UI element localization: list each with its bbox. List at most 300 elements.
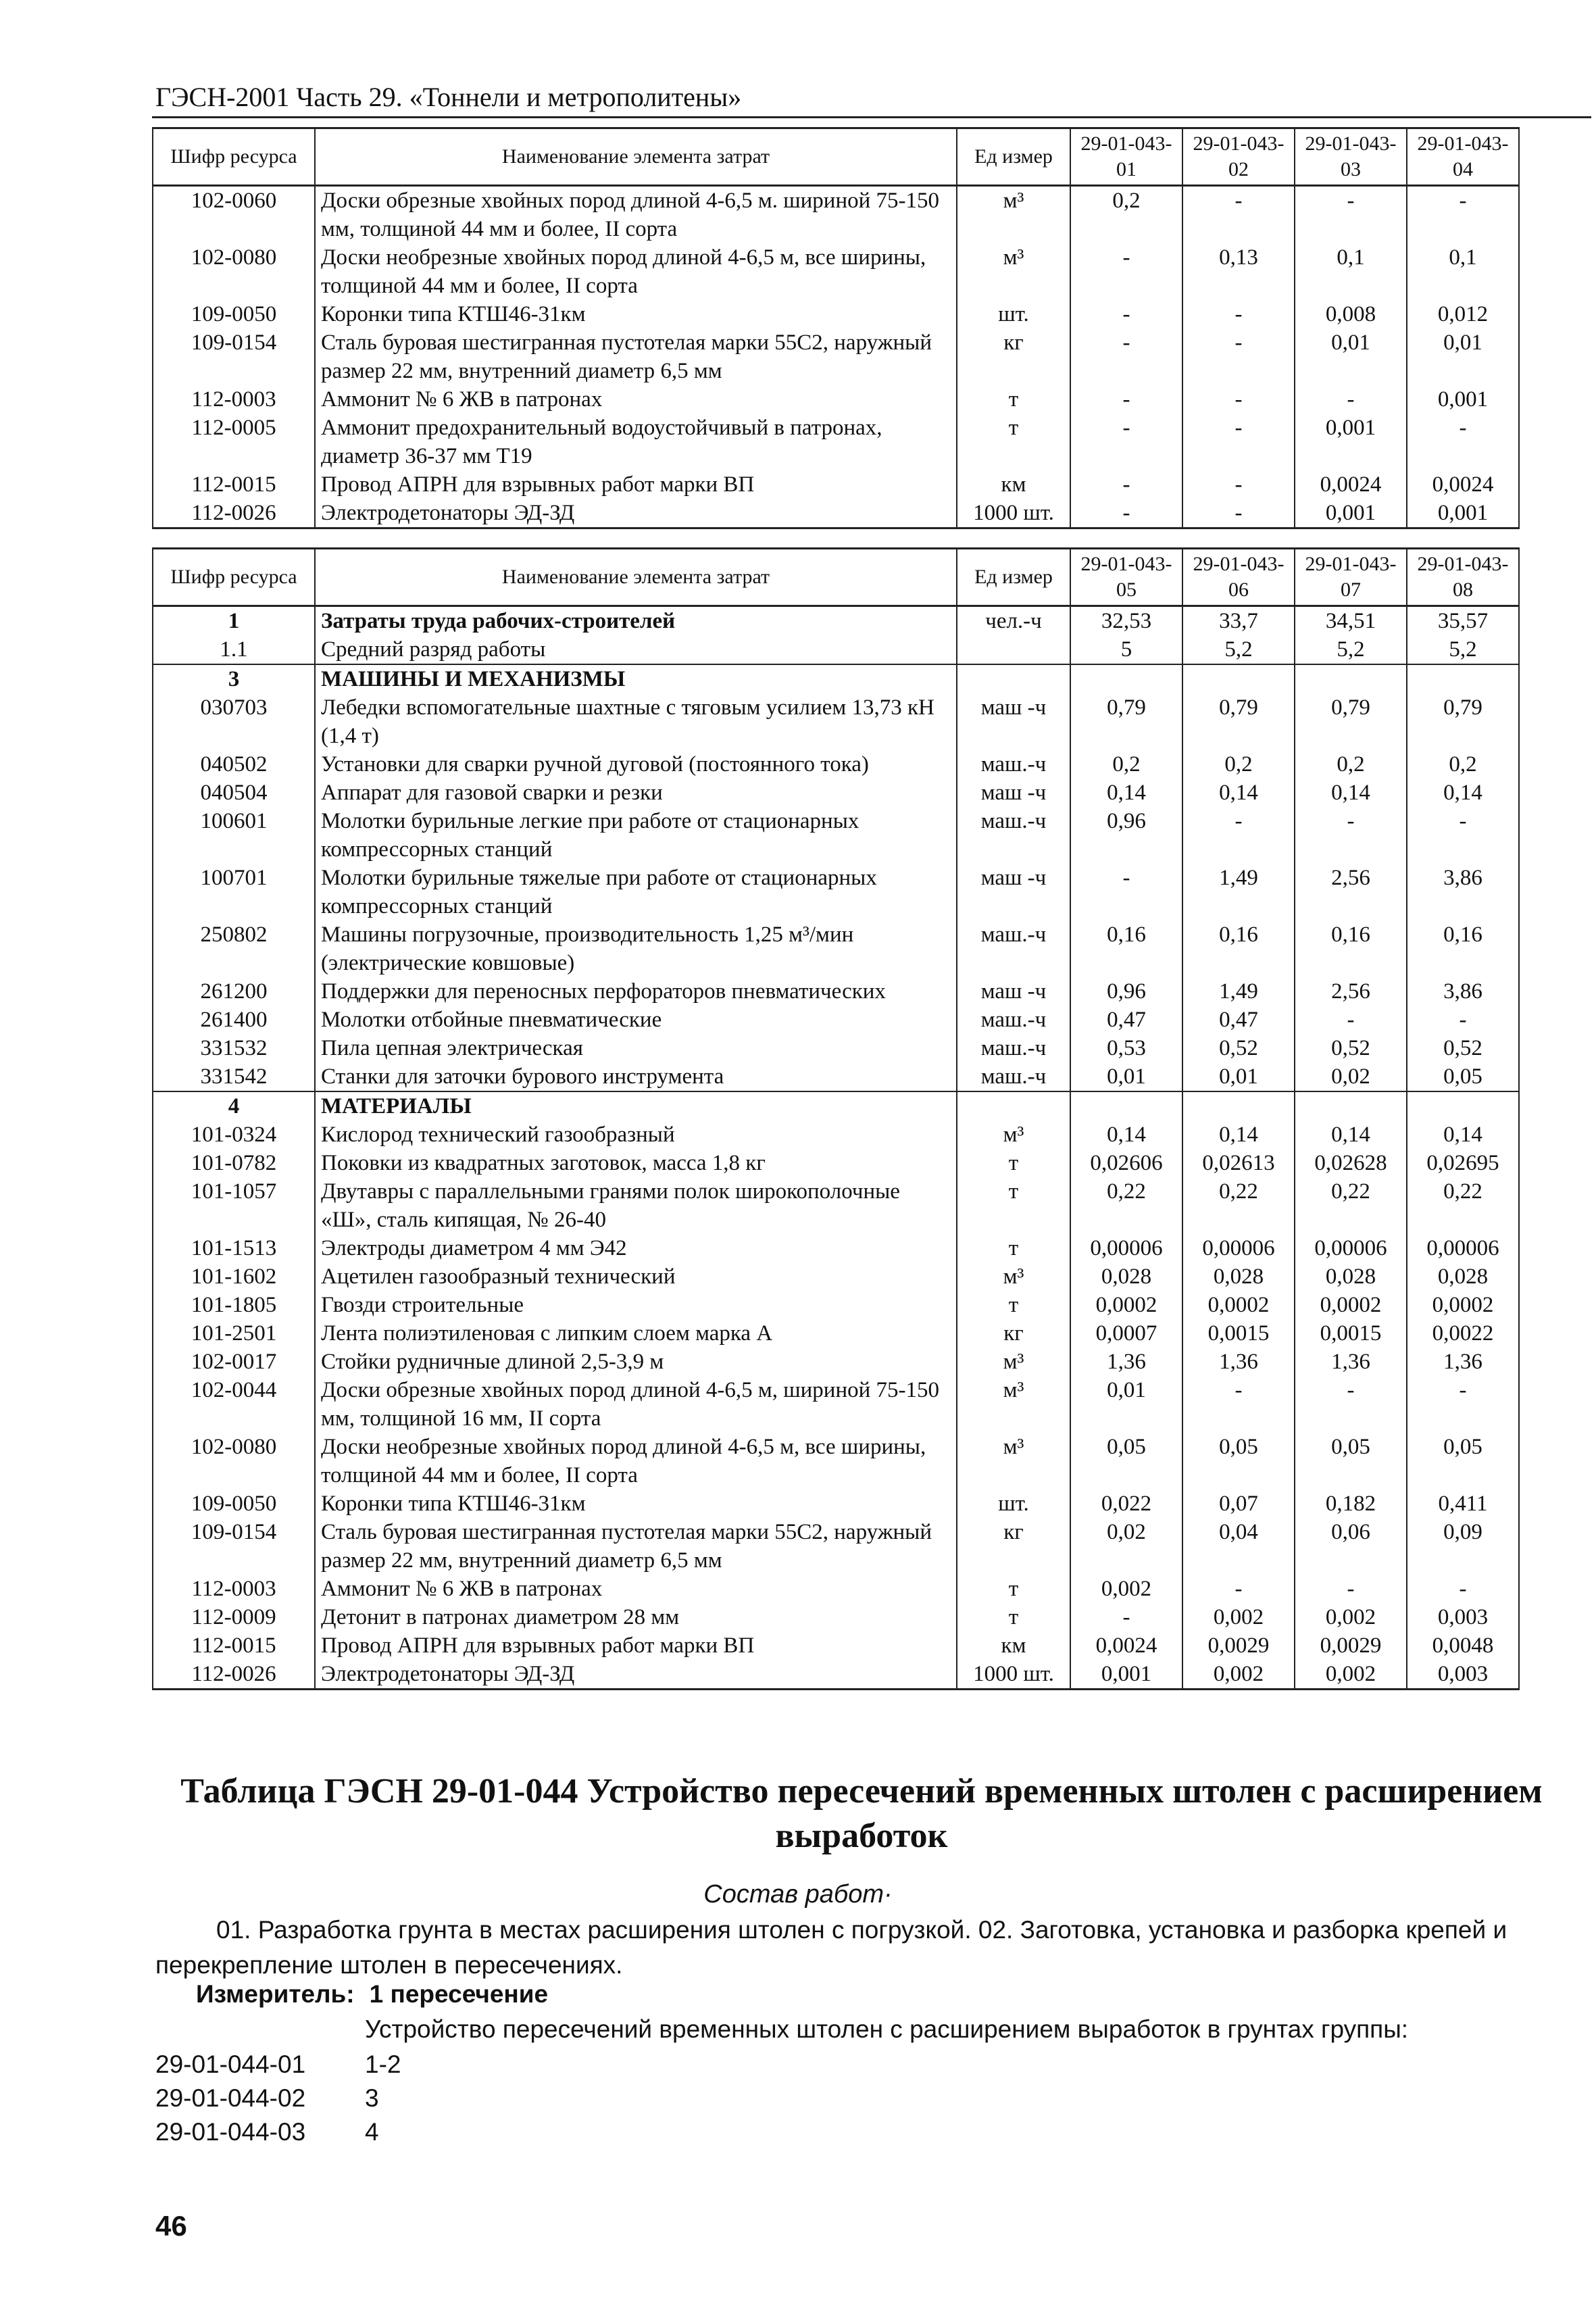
cell-v4: 0,0024 [1407,470,1519,499]
cell-v3: 0,2 [1295,750,1407,779]
cell-name: Аммонит предохранительный водоустойчивый в патронах, диаметр 36-37 мм Т19 [315,414,957,470]
cell-v1: 0,0002 [1070,1291,1182,1319]
works-heading: Состав работ· [703,1880,893,1909]
norm-code: 29-01-044-02 [155,2084,306,2112]
cell-name: Доски обрезные хвойных пород длиной 4-6,5 м, шириной 75-150 мм, толщиной 16 мм, II сорта [315,1376,957,1433]
cell-unit [957,1091,1070,1121]
cell-v4: 0,14 [1407,1121,1519,1149]
cell-v4: 0,2 [1407,750,1519,779]
cell-code: 101-2501 [153,1319,315,1348]
cell-unit: м³ [957,1262,1070,1291]
cell-v2 [1182,664,1295,693]
table-row [153,1234,1519,1262]
resource-table-043-01-04 [152,127,1520,529]
cell-code: 101-1057 [153,1177,315,1234]
cell-v1: 0,22 [1070,1177,1182,1234]
cell-v4: 35,57 [1407,606,1519,636]
table-row [153,864,1519,920]
cell-unit [957,635,1070,664]
cell-v2: - [1182,807,1295,864]
cell-v3: - [1295,1376,1407,1433]
cell-name: Аммонит № 6 ЖВ в патронах [315,385,957,414]
cell-name: Электродетонаторы ЭД-ЗД [315,499,957,528]
table-header-row [153,128,1519,186]
cell-v1: - [1070,414,1182,470]
header-cell-code: Шифр ресурса [153,128,315,186]
cell-v2: 0,002 [1182,1660,1295,1690]
cell-unit: маш.-ч [957,920,1070,977]
cell-name: Детонит в патронах диаметром 28 мм [315,1603,957,1631]
cell-v4: - [1407,1575,1519,1603]
table-row [153,186,1519,244]
table-row [153,807,1519,864]
cell-code: 101-1805 [153,1291,315,1319]
cell-unit: м³ [957,1376,1070,1433]
table-row [153,693,1519,750]
header-cell-norm: 29-01-043-06 [1182,549,1295,606]
cell-code: 112-0015 [153,470,315,499]
cell-v3: 0,008 [1295,300,1407,328]
cell-v2: - [1182,186,1295,244]
cell-v2: - [1182,328,1295,385]
cell-code: 112-0003 [153,385,315,414]
cell-unit: кг [957,328,1070,385]
cell-code: 112-0009 [153,1603,315,1631]
cell-v4: 0,52 [1407,1034,1519,1062]
cell-name: Пила цепная электрическая [315,1034,957,1062]
meter-line [196,1980,548,2009]
section-row [153,606,1519,636]
table-row [153,1149,1519,1177]
table-row [153,243,1519,300]
cell-unit: т [957,1177,1070,1234]
cell-v4: 0,028 [1407,1262,1519,1291]
cell-code: 112-0026 [153,1660,315,1690]
cell-v2: 0,04 [1182,1518,1295,1575]
cell-v3: 0,0024 [1295,470,1407,499]
cell-v3: 0,02 [1295,1062,1407,1091]
table-row [153,1348,1519,1376]
cell-v3: 0,14 [1295,779,1407,807]
header-cell-norm: 29-01-043-03 [1295,128,1407,186]
table-row [153,1490,1519,1518]
norm-group: 4 [365,2118,379,2146]
cell-v3: 34,51 [1295,606,1407,636]
cell-v4: - [1407,807,1519,864]
cell-unit: маш -ч [957,779,1070,807]
cell-code: 102-0080 [153,1433,315,1490]
cell-v3: 0,06 [1295,1518,1407,1575]
cell-code: 102-0060 [153,186,315,244]
cell-v3: 0,0015 [1295,1319,1407,1348]
cell-code: 109-0154 [153,1518,315,1575]
table-row [153,385,1519,414]
cell-unit: маш.-ч [957,1062,1070,1091]
table-title: Таблица ГЭСН 29-01-044 Устройство пересечений временных штолен с расширением выработок [180,1772,1543,1855]
cell-v2: 0,79 [1182,693,1295,750]
cell-v4: 0,00006 [1407,1234,1519,1262]
cell-v3 [1295,1091,1407,1121]
cell-v3: 0,00006 [1295,1234,1407,1262]
cell-v1: - [1070,328,1182,385]
cell-v3: 0,05 [1295,1433,1407,1490]
cell-v1: 0,96 [1070,977,1182,1006]
cell-v3: - [1295,807,1407,864]
cell-v2: - [1182,300,1295,328]
header-cell-unit: Ед измер [957,128,1070,186]
cell-v1: 0,53 [1070,1034,1182,1062]
cell-v3: - [1295,186,1407,244]
cell-v2: 0,05 [1182,1433,1295,1490]
cell-v3: - [1295,385,1407,414]
cell-v2: 0,2 [1182,750,1295,779]
cell-code: 102-0080 [153,243,315,300]
table-row [153,300,1519,328]
header-cell-norm: 29-01-043-08 [1407,549,1519,606]
table-row [153,1603,1519,1631]
cell-unit: чел.-ч [957,606,1070,636]
cell-unit: т [957,1291,1070,1319]
norm-group: 1-2 [365,2050,401,2078]
cell-v3: 0,16 [1295,920,1407,977]
cell-v1: - [1070,499,1182,528]
cell-unit: м³ [957,1433,1070,1490]
cell-v3: 0,52 [1295,1034,1407,1062]
cell-name: Доски необрезные хвойных пород длиной 4-6,5 м, все ширины, толщиной 44 мм и более, II сорта [315,243,957,300]
cell-v2: 0,028 [1182,1262,1295,1291]
cell-code: 261400 [153,1006,315,1034]
cell-v1: 0,2 [1070,750,1182,779]
cell-v2: 33,7 [1182,606,1295,636]
cell-code: 100701 [153,864,315,920]
table-row [153,1376,1519,1433]
cell-unit: маш -ч [957,693,1070,750]
cell-v4: 0,14 [1407,779,1519,807]
header-cell-norm: 29-01-043-07 [1295,549,1407,606]
table-row [153,1177,1519,1234]
cell-name: Аммонит № 6 ЖВ в патронах [315,1575,957,1603]
cell-name: Станки для заточки бурового инструмента [315,1062,957,1091]
table-row [153,750,1519,779]
cell-name: Двутавры с параллельными гранями полок широкополочные «Ш», сталь кипящая, № 26-40 [315,1177,957,1234]
cell-code: 102-0044 [153,1376,315,1433]
header-cell-norm: 29-01-043-04 [1407,128,1519,186]
table-row [153,635,1519,664]
cell-v1: - [1070,470,1182,499]
table-row [153,1034,1519,1062]
cell-v1: - [1070,864,1182,920]
cell-v2: - [1182,1575,1295,1603]
cell-code: 101-0782 [153,1149,315,1177]
cell-v3: 0,22 [1295,1177,1407,1234]
cell-v2: - [1182,1376,1295,1433]
cell-v4: 0,1 [1407,243,1519,300]
table-row [153,328,1519,385]
cell-v1: - [1070,385,1182,414]
table-row [153,1121,1519,1149]
cell-code: 109-0050 [153,300,315,328]
cell-code: 3 [153,664,315,693]
cell-v1: 0,14 [1070,1121,1182,1149]
cell-unit: т [957,414,1070,470]
table-row [153,1262,1519,1291]
cell-code: 101-0324 [153,1121,315,1149]
cell-unit: т [957,1234,1070,1262]
meter-value: 1 пересечение [369,1980,549,2008]
cell-v3: 1,36 [1295,1348,1407,1376]
cell-name: Провод АПРН для взрывных работ марки ВП [315,470,957,499]
cell-v4: 0,001 [1407,499,1519,528]
cell-unit: маш.-ч [957,1006,1070,1034]
cell-v1: - [1070,300,1182,328]
cell-name: Аппарат для газовой сварки и резки [315,779,957,807]
table-row [153,414,1519,470]
cell-v1: 0,002 [1070,1575,1182,1603]
cell-v1 [1070,1091,1182,1121]
cell-name: Стойки рудничные длиной 2,5-3,9 м [315,1348,957,1376]
cell-v3: 0,001 [1295,414,1407,470]
cell-v4 [1407,1091,1519,1121]
cell-v4: 0,003 [1407,1603,1519,1631]
cell-name: МАТЕРИАЛЫ [315,1091,957,1121]
cell-code: 040502 [153,750,315,779]
cell-v2: 0,02613 [1182,1149,1295,1177]
cell-v4: 0,012 [1407,300,1519,328]
cell-name: Сталь буровая шестигранная пустотелая марки 55С2, наружный размер 22 мм, внутренний диаметр 6,5 мм [315,1518,957,1575]
table-row [153,499,1519,528]
cell-code: 261200 [153,977,315,1006]
table-row [153,779,1519,807]
cell-v4: - [1407,1376,1519,1433]
header-cell-code: Шифр ресурса [153,549,315,606]
cell-v2: - [1182,470,1295,499]
header-cell-norm: 29-01-043-01 [1070,128,1182,186]
table-row [153,1319,1519,1348]
cell-unit: кг [957,1319,1070,1348]
cell-v3: 0,02628 [1295,1149,1407,1177]
cell-v2: 1,36 [1182,1348,1295,1376]
cell-v3: 0,01 [1295,328,1407,385]
norm-row [155,2050,401,2079]
cell-name: Машины погрузочные, производительность 1,25 м³/мин (электрические ковшовые) [315,920,957,977]
table-row [153,1575,1519,1603]
cell-unit: м³ [957,243,1070,300]
cell-unit: маш.-ч [957,1034,1070,1062]
table-row [153,1006,1519,1034]
cell-v1: - [1070,243,1182,300]
cell-v3: 0,001 [1295,499,1407,528]
cell-code: 1 [153,606,315,636]
header-cell-norm: 29-01-043-05 [1070,549,1182,606]
cell-v2: - [1182,414,1295,470]
cell-v4: 0,001 [1407,385,1519,414]
header-cell-name: Наименование элемента затрат [315,128,957,186]
cell-v4: 0,003 [1407,1660,1519,1690]
cell-v1: 0,02 [1070,1518,1182,1575]
cell-code: 112-0005 [153,414,315,470]
cell-name: Кислород технический газообразный [315,1121,957,1149]
cell-unit: маш -ч [957,977,1070,1006]
cell-v4: 3,86 [1407,977,1519,1006]
cell-name: Молотки бурильные тяжелые при работе от стационарных компрессорных станций [315,864,957,920]
cell-v1: 0,0007 [1070,1319,1182,1348]
cell-v2: 0,16 [1182,920,1295,977]
cell-name: Молотки бурильные легкие при работе от стационарных компрессорных станций [315,807,957,864]
cell-v4: 3,86 [1407,864,1519,920]
cell-name: Ацетилен газообразный технический [315,1262,957,1291]
cell-v4: 0,09 [1407,1518,1519,1575]
cell-name: Лебедки вспомогательные шахтные с тяговым усилием 13,73 кН (1,4 т) [315,693,957,750]
cell-v2: 0,0002 [1182,1291,1295,1319]
cell-v2: 0,002 [1182,1603,1295,1631]
cell-v3: 0,79 [1295,693,1407,750]
cell-name: Электродетонаторы ЭД-ЗД [315,1660,957,1690]
meter-label: Измеритель: [196,1980,355,2008]
cell-v4: 5,2 [1407,635,1519,664]
header-cell-unit: Ед измер [957,549,1070,606]
cell-name: Сталь буровая шестигранная пустотелая марки 55С2, наружный размер 22 мм, внутренний диаметр 6,5 мм [315,328,957,385]
cell-v1: 0,001 [1070,1660,1182,1690]
cell-name: МАШИНЫ И МЕХАНИЗМЫ [315,664,957,693]
cell-v1: 0,028 [1070,1262,1182,1291]
header-cell-norm: 29-01-043-02 [1182,128,1295,186]
cell-v4: 0,16 [1407,920,1519,977]
cell-v4: 0,22 [1407,1177,1519,1234]
cell-v4: 0,0048 [1407,1631,1519,1660]
cell-code: 101-1513 [153,1234,315,1262]
cell-code: 112-0026 [153,499,315,528]
cell-unit: т [957,385,1070,414]
cell-unit: т [957,1603,1070,1631]
cell-code: 040504 [153,779,315,807]
cell-name: Поковки из квадратных заготовок, масса 1,8 кг [315,1149,957,1177]
cell-v4: 1,36 [1407,1348,1519,1376]
cell-v3: - [1295,1006,1407,1034]
cell-v1: - [1070,1603,1182,1631]
cell-unit: км [957,1631,1070,1660]
cell-unit: маш.-ч [957,807,1070,864]
cell-v2: 5,2 [1182,635,1295,664]
cell-v1: 0,47 [1070,1006,1182,1034]
cell-v2: 0,47 [1182,1006,1295,1034]
cell-v4: 0,05 [1407,1433,1519,1490]
cell-v2: 0,52 [1182,1034,1295,1062]
cell-unit: т [957,1575,1070,1603]
cell-v2: 0,13 [1182,243,1295,300]
table-row [153,1631,1519,1660]
section-row [153,664,1519,693]
cell-unit: шт. [957,1490,1070,1518]
cell-code: 112-0015 [153,1631,315,1660]
cell-v1: 0,2 [1070,186,1182,244]
cell-v1: 0,01 [1070,1376,1182,1433]
cell-v2: 0,01 [1182,1062,1295,1091]
resource-table-043-05-08 [152,547,1520,1690]
cell-unit [957,664,1070,693]
cell-name: Доски обрезные хвойных пород длиной 4-6,5 м. шириной 75-150 мм, толщиной 44 мм и более, II сорта [315,186,957,244]
cell-name: Затраты труда рабочих-строителей [315,606,957,636]
cell-code: 101-1602 [153,1262,315,1291]
cell-name: Провод АПРН для взрывных работ марки ВП [315,1631,957,1660]
cell-v4: - [1407,186,1519,244]
table-row [153,470,1519,499]
cell-v2: 0,0029 [1182,1631,1295,1660]
norm-row [155,2084,379,2113]
cell-name: Коронки типа КТШ46-31км [315,300,957,328]
cell-v2: 0,14 [1182,1121,1295,1149]
norm-group: 3 [365,2084,379,2112]
cell-v2: 0,00006 [1182,1234,1295,1262]
cell-v1 [1070,664,1182,693]
cell-v1: 0,0024 [1070,1631,1182,1660]
header-rule [152,116,1591,118]
cell-name: Электроды диаметром 4 мм Э42 [315,1234,957,1262]
cell-unit: 1000 шт. [957,499,1070,528]
cell-name: Установки для сварки ручной дуговой (постоянного тока) [315,750,957,779]
cell-v1: 0,79 [1070,693,1182,750]
cell-v2: - [1182,499,1295,528]
table-row [153,1291,1519,1319]
cell-code: 109-0154 [153,328,315,385]
cell-v4: - [1407,414,1519,470]
norm-row [155,2118,379,2146]
cell-unit: маш.-ч [957,750,1070,779]
cell-v1: 0,02606 [1070,1149,1182,1177]
cell-v4: 0,411 [1407,1490,1519,1518]
table-row [153,1062,1519,1091]
cell-v3: 2,56 [1295,864,1407,920]
cell-code: 250802 [153,920,315,977]
running-header: ГЭСН-2001 Часть 29. «Тоннели и метрополитены» [155,82,742,112]
cell-name: Коронки типа КТШ46-31км [315,1490,957,1518]
cell-name: Поддержки для переносных перфораторов пневматических [315,977,957,1006]
cell-v3: 0,002 [1295,1603,1407,1631]
cell-code: 331532 [153,1034,315,1062]
cell-v3: 2,56 [1295,977,1407,1006]
cell-code: 112-0003 [153,1575,315,1603]
cell-code: 030703 [153,693,315,750]
cell-v1: 0,022 [1070,1490,1182,1518]
cell-unit: кг [957,1518,1070,1575]
cell-unit: м³ [957,1121,1070,1149]
cell-code: 1.1 [153,635,315,664]
table-row [153,920,1519,977]
works-description: 01. Разработка грунта в местах расширения штолен с погрузкой. 02. Заготовка, установка и разборка крепей и перекрепление штолен в пересечениях. [155,1916,1507,1979]
table-row [153,977,1519,1006]
cell-v1: 0,16 [1070,920,1182,977]
cell-v2 [1182,1091,1295,1121]
cell-v1: 0,00006 [1070,1234,1182,1262]
cell-v2: 0,0015 [1182,1319,1295,1348]
cell-v4: - [1407,1006,1519,1034]
cell-v2: 0,07 [1182,1490,1295,1518]
norm-code: 29-01-044-01 [155,2050,306,2078]
cell-unit: т [957,1149,1070,1177]
cell-v4: 0,0022 [1407,1319,1519,1348]
norms-intro: Устройство пересечений временных штолен с расширением выработок в грунтах группы: [365,2015,1409,2043]
section-row [153,1091,1519,1121]
table-row [153,1433,1519,1490]
cell-v3: 0,0002 [1295,1291,1407,1319]
cell-v1: 5 [1070,635,1182,664]
cell-unit: м³ [957,186,1070,244]
table-row [153,1518,1519,1575]
cell-v3: 0,182 [1295,1490,1407,1518]
cell-v4: 0,02695 [1407,1149,1519,1177]
norm-code: 29-01-044-03 [155,2118,306,2146]
cell-name: Лента полиэтиленовая с липким слоем марка А [315,1319,957,1348]
cell-v1: 0,96 [1070,807,1182,864]
